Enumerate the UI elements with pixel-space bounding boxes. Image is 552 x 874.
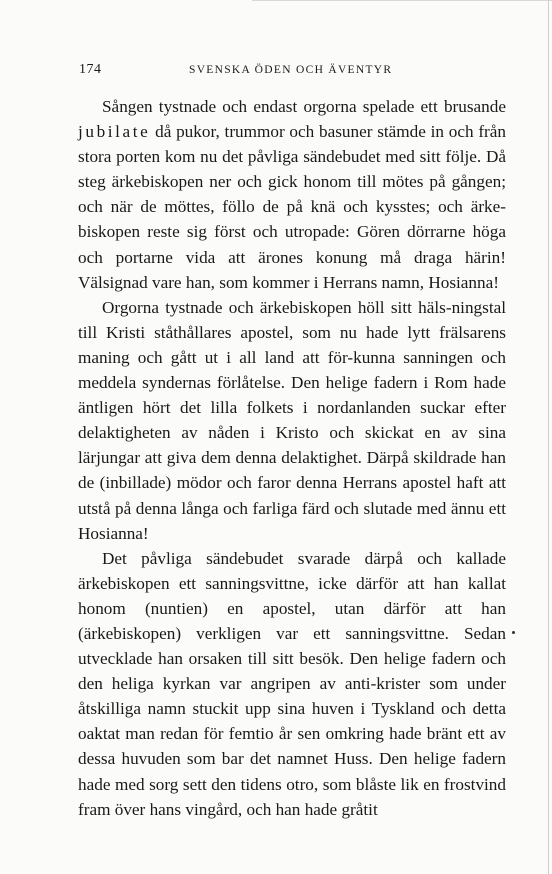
top-edge-rule xyxy=(252,0,552,1)
paragraph-1 xyxy=(78,94,506,295)
paragraph-3: Det påvliga sändebudet svarade därpå och kallade ärkebiskopen ett sanningsvittne, icke därför att han kallat honom (nuntien) en apostel, utan därför att han (ärkebiskopen) verkligen var ett sanningsvittne. Sedan utvecklade han orsaken till sitt besök. Den helige fadern och den heliga kyrkan var angripen av anti-krister som under åtskilliga namn stuckit upp sina huven i Tyskland och detta oaktat man redan för femtio år sen omkring hade bränt ett av dessa huvuden som bar det namnet Huss. Den helige fadern hade med sorg sett den tidens otro, som blåste lik en frostvind fram över hans vingård, och han hade gråtit xyxy=(78,548,506,819)
paragraph-1-text-start: Sången tystnade och endast orgorna spelade ett brusande xyxy=(102,97,506,116)
paragraph-1-spaced-word: jubilate xyxy=(78,122,151,142)
page-number: 174 xyxy=(79,62,102,77)
running-title: SVENSKA ÖDEN OCH ÄVENTYR xyxy=(189,64,393,76)
margin-speck xyxy=(512,631,515,634)
page-body xyxy=(78,94,506,822)
paragraph-1-text-end: då pukor, trummor och basuner stämde in och från stora porten kom nu det påvliga sändebudet med sitt följe. Då steg ärkebiskopen ner och gick honom till mötes på gången; och när de möttes, föllo de på knä och kysstes; och ärke-biskopen reste sig först och utropade: Gören dörrarne höga och portarne vida att ärones konung må draga härin! Välsignad vare han, som kommer i Herrans namn, Hosianna! xyxy=(78,122,506,292)
right-edge-rule xyxy=(548,0,549,874)
paragraph-2: Orgorna tystnade och ärkebiskopen höll sitt häls-ningstal till Kristi ståthållares apostel, som nu hade lytt frälsarens maning och gått ut i all land att för-kunna sanningen och meddela syndernas förlåtelse. Den helige fadern i Rom hade äntligen hört det lilla folkets i nordanlanden suckar efter delaktigheten av nåden i Kristo och skickat en av sina lärjungar att giva dem denna delaktighet. Därpå skildrade han de (inbillade) mödor och faror denna Herrans apostel haft att utstå på denna långa och farliga färd och slutade med ännu ett Hosianna! xyxy=(78,297,506,543)
page-header xyxy=(79,62,509,82)
